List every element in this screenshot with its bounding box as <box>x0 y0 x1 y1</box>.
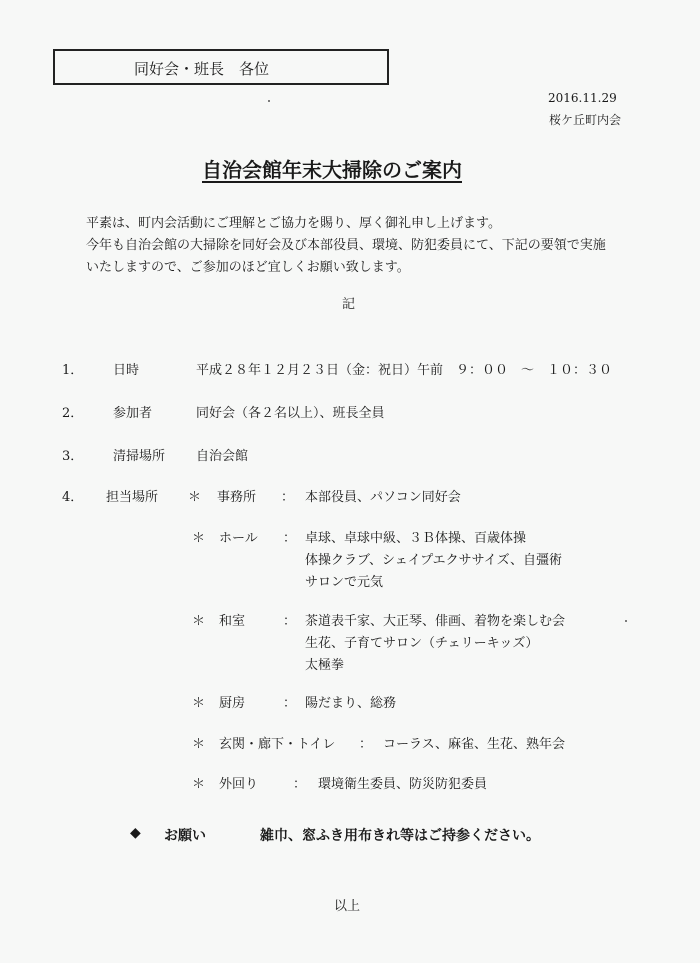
area-groups: 太極拳 <box>305 658 345 673</box>
area-groups: 生花、子育てサロン（チェリーキッズ） <box>305 636 539 651</box>
item-value: 同好会（各２名以上）、班長全員 <box>196 406 385 421</box>
item-label: 清掃場所 <box>113 449 166 464</box>
addressee: 同好会・班長 各位 <box>134 60 270 78</box>
item-number: 1． <box>62 363 84 378</box>
area-separator: ： <box>293 777 307 792</box>
area-separator: ： <box>359 737 373 752</box>
request-label: お願い <box>164 828 206 844</box>
area-separator: ： <box>283 614 297 629</box>
area-groups: コーラス、麻雀、生花、熟年会 <box>383 737 566 752</box>
area-separator: ： <box>283 531 297 546</box>
closing-mark: 以上 <box>334 899 361 914</box>
request-text: 雑巾、窓ふき用布きれ等はご持参ください。 <box>260 828 540 844</box>
scan-speck <box>268 100 270 102</box>
area-groups: 卓球、卓球中級、３Ｂ体操、百歳体操 <box>305 531 527 546</box>
addressee-box <box>53 49 389 85</box>
area-place: 外回り <box>219 777 259 792</box>
area-separator: ： <box>283 696 297 711</box>
item-label: 参加者 <box>113 406 153 421</box>
item-value: 自治会館 <box>196 449 249 464</box>
area-separator: ： <box>281 490 295 505</box>
area-place: 玄関・廊下・トイレ <box>219 737 336 752</box>
intro-line: いたしますので、ご参加のほど宜しくお願い致します。 <box>86 260 410 275</box>
scan-speck <box>625 620 627 622</box>
area-place: 事務所 <box>217 490 257 505</box>
area-groups: 茶道表千家、大正琴、俳画、着物を楽しむ会 <box>305 614 566 629</box>
bullet-marker: ＊ <box>192 777 206 792</box>
item-label: 担当場所 <box>106 490 159 505</box>
area-place: 和室 <box>219 614 246 629</box>
item-label: 日時 <box>113 363 140 378</box>
bullet-marker: ＊ <box>188 490 202 505</box>
area-groups: 陽だまり、総務 <box>305 696 397 711</box>
area-groups: 本部役員、パソコン同好会 <box>305 490 461 505</box>
intro-line: 平素は、町内会活動にご理解とご協力を賜り、厚く御礼申し上げます。 <box>86 216 501 231</box>
document-title: 自治会館年末大掃除のご案内 <box>202 158 462 182</box>
intro-line: 今年も自治会館の大掃除を同好会及び本部役員、環境、防犯委員にて、下記の要領で実施 <box>86 238 606 253</box>
diamond-bullet: ◆ <box>130 825 141 841</box>
ki-marker: 記 <box>342 297 356 312</box>
area-place: ホール <box>219 531 258 546</box>
bullet-marker: ＊ <box>192 696 206 711</box>
area-place: 厨房 <box>219 696 246 711</box>
area-groups: サロンで元気 <box>305 575 384 590</box>
item-number: 4． <box>62 490 84 505</box>
item-number: 3． <box>62 449 84 464</box>
organization-name: 桜ケ丘町内会 <box>549 113 622 127</box>
issue-date: 2016.11.29 <box>548 91 617 105</box>
item-value: 平成２８年１２月２３日（金：祝日）午前 ９：００ ～ １０：３０ <box>196 363 613 378</box>
area-groups: 体操クラブ、シェイプエクササイズ、自彊術 <box>305 553 563 568</box>
bullet-marker: ＊ <box>192 737 206 752</box>
bullet-marker: ＊ <box>192 614 206 629</box>
item-number: 2． <box>62 406 84 421</box>
bullet-marker: ＊ <box>192 531 206 546</box>
area-groups: 環境衛生委員、防災防犯委員 <box>318 777 488 792</box>
